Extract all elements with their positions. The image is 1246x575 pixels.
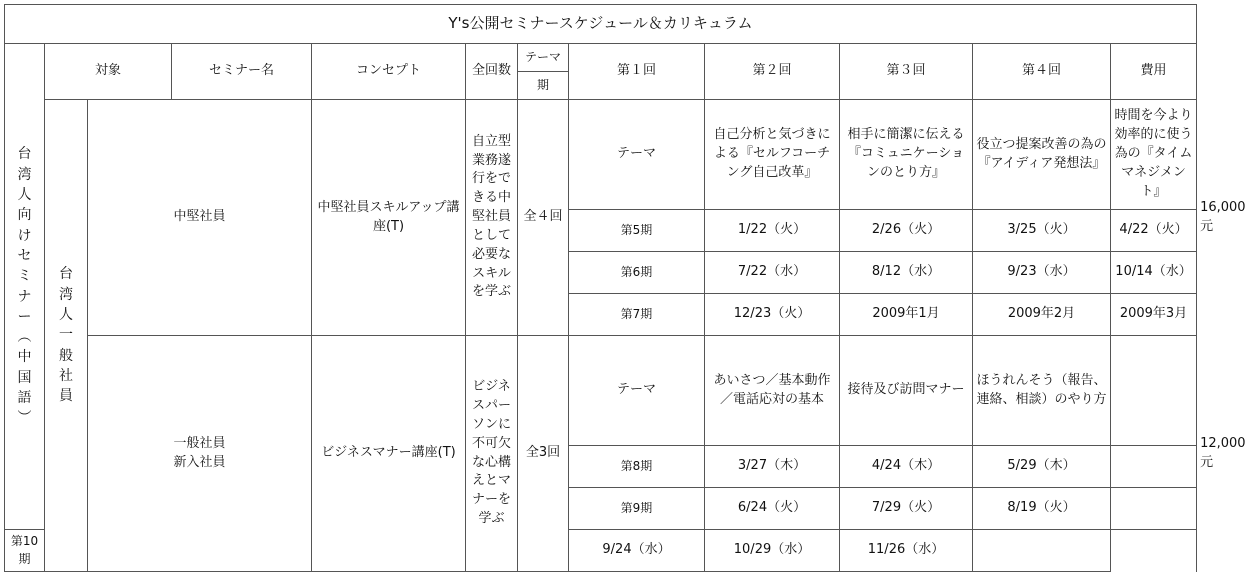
course-1-period-3-date-3: 2009年2月 bbox=[973, 294, 1111, 336]
side-label-inner-char: 湾 bbox=[59, 286, 73, 303]
course-2-theme-3: ほうれんそう（報告、連絡、相談）のやり方 bbox=[973, 336, 1111, 446]
side-label-outer-char: 向 bbox=[17, 207, 32, 224]
course-1-period-2-date-3: 9/23（水） bbox=[973, 252, 1111, 294]
course-2-name: ビジネスマナー講座(T) bbox=[312, 336, 466, 572]
course-2-theme-2: 接待及び訪問マナー bbox=[840, 336, 973, 446]
side-label-inner-char: 人 bbox=[59, 307, 73, 324]
side-label-outer-char: け bbox=[17, 227, 32, 244]
course-2-period-1-date-1: 3/27（木） bbox=[705, 446, 840, 488]
course-2-period-1-date-3: 5/29（木） bbox=[973, 446, 1111, 488]
side-label-outer-char: 中 bbox=[17, 349, 32, 366]
header-row bbox=[5, 44, 1197, 72]
side-label-outer-char: 台 bbox=[17, 146, 32, 163]
course-2-period-1-label: 第8期 bbox=[569, 446, 705, 488]
course-1-period-2-date-1: 7/22（水） bbox=[705, 252, 840, 294]
header-session-3: 第３回 bbox=[840, 44, 973, 100]
course-2-theme-label: テーマ bbox=[569, 336, 705, 446]
side-label-inner-char: 社 bbox=[59, 367, 73, 384]
side-label-outer-char: ナ bbox=[17, 288, 32, 305]
header-target: 対象 bbox=[45, 44, 172, 100]
course-2-period-2-date-4 bbox=[1111, 488, 1197, 530]
course-1-theme-row: 台 湾 人 一 般 社 員 中堅社員 中堅社員スキルアップ講座(T) 自立型業務遂行をできる中堅社員として必要なスキルを学ぶ 全４回 テーマ 自己分析と気づきによる『セルフコーチング自己改革』 相手に簡潔に伝える『コミュニケーションのとり方』 役立つ提案改善の為の『アイディア発想法』 時間を今より効率的に使う為の『タイムマネジメント』 16,000元 bbox=[5, 100, 1197, 210]
header-concept: コンセプト bbox=[312, 44, 466, 100]
course-1-period-1-date-2: 2/26（火） bbox=[840, 210, 973, 252]
side-label-outer-char: 人 bbox=[17, 187, 32, 204]
course-1-theme-label: テーマ bbox=[569, 100, 705, 210]
course-2-period-2-date-3: 8/19（火） bbox=[973, 488, 1111, 530]
course-1-period-3-label: 第7期 bbox=[569, 294, 705, 336]
side-label-outer-char: ミ bbox=[17, 268, 32, 285]
course-1-period-1-date-1: 1/22（火） bbox=[705, 210, 840, 252]
header-period: 期 bbox=[518, 72, 569, 100]
side-label-inner-char: 台 bbox=[59, 266, 73, 283]
course-1-concept: 自立型業務遂行をできる中堅社員として必要なスキルを学ぶ bbox=[466, 100, 518, 336]
side-label-inner-char: 般 bbox=[59, 347, 73, 364]
side-label-outer bbox=[5, 44, 45, 530]
course-1-period-1-label: 第5期 bbox=[569, 210, 705, 252]
course-2-period-1-date-4 bbox=[1111, 446, 1197, 488]
course-1-theme-1: 自己分析と気づきによる『セルフコーチング自己改革』 bbox=[705, 100, 840, 210]
side-label-outer-char: ー bbox=[17, 308, 32, 325]
header-session-1: 第１回 bbox=[569, 44, 705, 100]
course-1-name: 中堅社員スキルアップ講座(T) bbox=[312, 100, 466, 336]
course-2-period-3-label: 第10期 bbox=[5, 530, 45, 572]
header-session-2: 第２回 bbox=[705, 44, 840, 100]
course-2-concept: ビジネスパーソンに不可欠な心構えとマナーを学ぶ bbox=[466, 336, 518, 572]
course-2-period-3-date-4 bbox=[973, 530, 1111, 572]
course-2-period-2-date-2: 7/29（火） bbox=[840, 488, 973, 530]
side-label-inner-char: 一 bbox=[59, 327, 73, 344]
side-label-outer-char: 湾 bbox=[17, 166, 32, 183]
course-2-period-3-date-1: 9/24（水） bbox=[569, 530, 705, 572]
course-2-period-3-date-2: 10/29（水） bbox=[705, 530, 840, 572]
course-1-period-3-date-2: 2009年1月 bbox=[840, 294, 973, 336]
header-fee: 費用 bbox=[1111, 44, 1197, 100]
course-1-period-3-date-4: 2009年3月 bbox=[1111, 294, 1197, 336]
course-1-theme-2: 相手に簡潔に伝える『コミュニケーションのとり方』 bbox=[840, 100, 973, 210]
side-label-inner bbox=[45, 100, 88, 572]
side-label-outer-char: ︶ bbox=[17, 410, 32, 427]
side-label-outer-char: セ bbox=[17, 247, 32, 264]
course-2-period-3-date-3: 11/26（水） bbox=[840, 530, 973, 572]
title-row bbox=[5, 5, 1197, 44]
course-1-period-3-date-1: 12/23（火） bbox=[705, 294, 840, 336]
course-2-target: 一般社員 新入社員 bbox=[88, 336, 312, 572]
header-theme: テーマ bbox=[518, 44, 569, 72]
side-label-outer-char: ︵ bbox=[17, 329, 32, 346]
course-2-theme-1: あいさつ／基本動作／電話応対の基本 bbox=[705, 336, 840, 446]
course-1-period-2-label: 第6期 bbox=[569, 252, 705, 294]
course-1-period-1-date-4: 4/22（火） bbox=[1111, 210, 1197, 252]
course-2-period-1-date-2: 4/24（木） bbox=[840, 446, 973, 488]
course-2-theme-row: 一般社員 新入社員 ビジネスマナー講座(T) ビジネスパーソンに不可欠な心構えとマナーを学ぶ 全3回 テーマ あいさつ／基本動作／電話応対の基本 接待及び訪問マナー ほうれんそう（報告、連絡、相談）のやり方 12,000元 bbox=[5, 336, 1197, 446]
table-title: Y's公開セミナースケジュール＆カリキュラム bbox=[5, 5, 1197, 44]
course-1-period-2-date-4: 10/14（水） bbox=[1111, 252, 1197, 294]
course-1-period-2-date-2: 8/12（水） bbox=[840, 252, 973, 294]
header-total-sessions: 全回数 bbox=[466, 44, 518, 100]
course-1-theme-4: 時間を今より効率的に使う為の『タイムマネジメント』 bbox=[1111, 100, 1197, 210]
course-1-period-1-date-3: 3/25（火） bbox=[973, 210, 1111, 252]
course-2-period-2-label: 第9期 bbox=[569, 488, 705, 530]
header-session-4: 第４回 bbox=[973, 44, 1111, 100]
header-seminar-name: セミナー名 bbox=[172, 44, 312, 100]
course-1-target: 中堅社員 bbox=[88, 100, 312, 336]
course-1-sessions: 全４回 bbox=[518, 100, 569, 336]
side-label-outer-char: 語 bbox=[17, 389, 32, 406]
course-2-theme-4 bbox=[1111, 336, 1197, 446]
course-2-period-2-date-1: 6/24（火） bbox=[705, 488, 840, 530]
seminar-schedule-table bbox=[4, 4, 1246, 572]
course-2-sessions: 全3回 bbox=[518, 336, 569, 572]
side-label-outer-char: 国 bbox=[17, 369, 32, 386]
side-label-inner-char: 員 bbox=[59, 388, 73, 405]
course-1-theme-3: 役立つ提案改善の為の『アイディア発想法』 bbox=[973, 100, 1111, 210]
